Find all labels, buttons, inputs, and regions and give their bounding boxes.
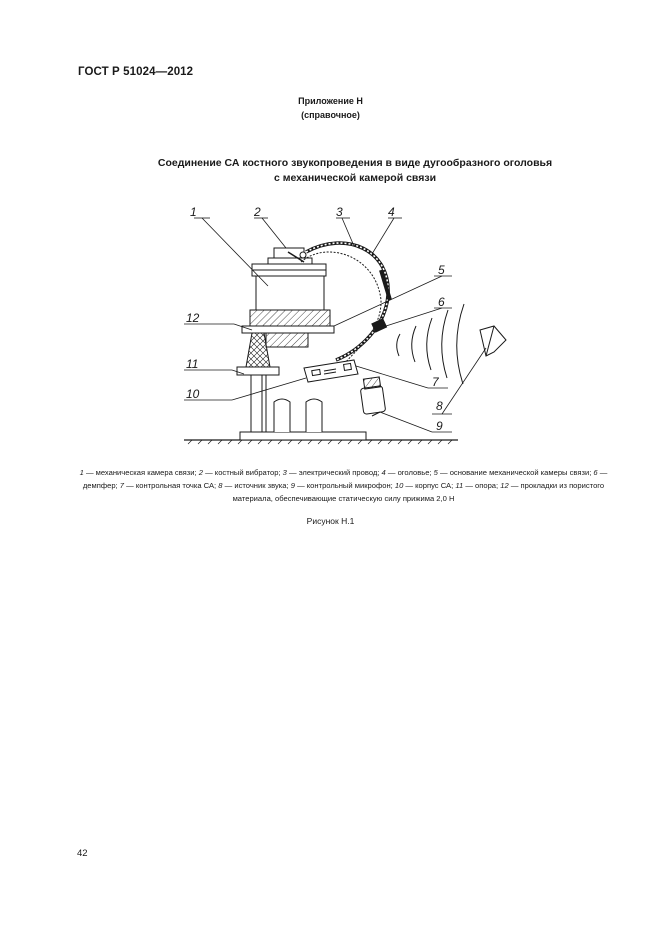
legend-item-text: — оголовье; xyxy=(385,468,434,477)
legend-item-number: 3 xyxy=(282,468,287,477)
legend-item xyxy=(283,468,382,477)
legend-item xyxy=(80,468,199,477)
legend-item-number: 1 xyxy=(79,468,84,477)
legend-item-text: — основание механической камеры связи; xyxy=(437,468,594,477)
legend-item-number: 7 xyxy=(119,480,125,490)
legend-item-number: 11 xyxy=(455,480,464,490)
legend-item xyxy=(218,481,290,490)
technical-figure xyxy=(176,200,521,445)
legend-item xyxy=(395,481,455,490)
section-title-line-1: Соединение СА костного звукопроведения в виде дугообразного оголовья xyxy=(157,157,553,169)
legend-item-text: — демпфер; xyxy=(82,468,608,490)
legend-item-text: — контрольный микрофон; xyxy=(294,480,395,490)
legend-item xyxy=(382,468,434,477)
legend-item xyxy=(120,481,219,490)
ground-hatching xyxy=(184,440,458,444)
callout-9: 9 xyxy=(436,419,443,433)
hearing-aid-housing xyxy=(304,360,358,382)
legend-item-text: — контрольная точка СА; xyxy=(124,480,219,490)
annex-title: Приложение Н xyxy=(298,96,363,106)
control-microphone xyxy=(360,377,385,416)
callout-6: 6 xyxy=(438,295,445,309)
callout-2: 2 xyxy=(254,205,261,219)
legend-item xyxy=(199,468,283,477)
legend-item xyxy=(291,481,395,490)
figure-legend xyxy=(78,467,609,505)
document-standard-header: ГОСТ Р 51024—2012 xyxy=(78,66,194,78)
legend-item-number: 12 xyxy=(500,480,509,490)
annex-subtitle: (справочное) xyxy=(301,110,360,120)
callout-1: 1 xyxy=(190,205,197,219)
callout-8: 8 xyxy=(436,399,443,413)
legend-item-number: 6 xyxy=(593,468,598,477)
section-title-line-2: с механической камерой связи xyxy=(273,172,437,184)
legend-item xyxy=(434,468,594,477)
section-title xyxy=(120,156,590,186)
legend-item-number: 2 xyxy=(198,468,203,477)
callout-12: 12 xyxy=(186,311,200,325)
legend-item xyxy=(455,481,500,490)
legend-item-text: — корпус СА; xyxy=(403,480,456,490)
support-stand xyxy=(237,367,366,440)
coupler-base-plate xyxy=(242,326,334,333)
legend-item-number: 5 xyxy=(433,468,438,477)
mechanical-coupler xyxy=(250,258,330,326)
figure-caption: Рисунок Н.1 xyxy=(306,516,355,526)
legend-item-text: — источник звука; xyxy=(222,480,291,490)
callout-3: 3 xyxy=(336,205,343,219)
legend-item-text: — костный вибратор; xyxy=(202,468,283,477)
callout-5: 5 xyxy=(438,263,445,277)
legend-item-number: 10 xyxy=(394,480,404,490)
legend-item-number: 8 xyxy=(218,480,223,490)
callout-7: 7 xyxy=(432,375,439,389)
callout-10: 10 xyxy=(186,387,200,401)
sound-waves xyxy=(397,304,464,384)
legend-item-text: — прокладки из пористого материала, обеспечивающие статическую силу прижима 2,0 Н xyxy=(232,480,605,503)
legend-item-number: 4 xyxy=(381,468,386,477)
annex-heading xyxy=(0,94,661,122)
legend-item-number: 9 xyxy=(290,480,295,490)
damper-pad xyxy=(266,333,308,347)
callout-4: 4 xyxy=(388,205,395,219)
callout-11: 11 xyxy=(186,357,199,371)
legend-item-text: — электрический провод; xyxy=(286,468,382,477)
legend-item-text: — механическая камера связи; xyxy=(83,468,199,477)
page-number: 42 xyxy=(77,848,88,859)
legend-item-text: — опора; xyxy=(463,480,501,490)
